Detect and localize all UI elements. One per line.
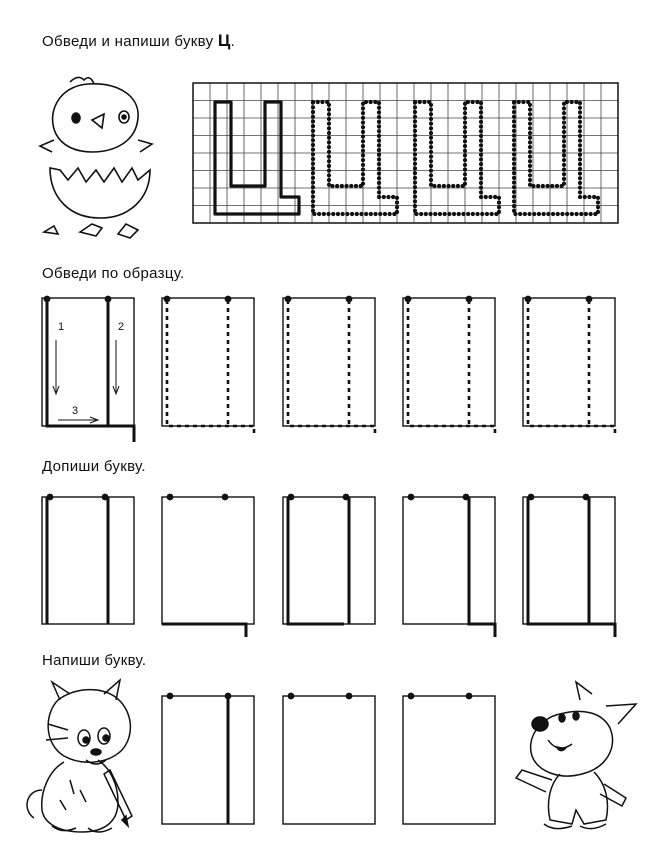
start-dot: [586, 296, 593, 303]
task4-heading: Напиши букву.: [42, 652, 147, 669]
task1-letter-row: [215, 102, 598, 214]
start-dot: [528, 494, 535, 501]
complete-box: [283, 494, 375, 624]
dotted-letter-stroke: [528, 300, 615, 436]
partial-letter-stroke: [469, 497, 495, 637]
dotted-letter-stroke: [288, 300, 375, 436]
letter-dotted-trace: [415, 102, 499, 214]
letter-dotted-trace: [514, 102, 598, 214]
stroke-order-hints: [53, 321, 124, 423]
start-dot: [225, 693, 232, 700]
complete-box: [162, 494, 254, 637]
writing-frame: [403, 696, 495, 824]
dotted-letter-stroke: [408, 300, 495, 436]
write-box: [283, 693, 375, 824]
task1-letter: Ц: [217, 31, 231, 50]
start-dot: [408, 494, 415, 501]
complete-box: [403, 494, 495, 637]
partial-letter-stroke: [528, 497, 615, 637]
trace-box: [283, 296, 375, 436]
partial-letter-stroke: [288, 497, 344, 624]
writing-frame: [283, 497, 375, 624]
writing-frame: [283, 696, 375, 824]
writing-frame: [523, 497, 615, 624]
trace-box: [523, 296, 615, 436]
complete-box: [523, 494, 615, 637]
dotted-letter-stroke: [167, 300, 254, 436]
start-dot: [222, 494, 229, 501]
start-dot: [466, 296, 473, 303]
start-dot: [463, 494, 470, 501]
grid-lines: [193, 83, 618, 223]
kitten-with-pencil-illustration: [27, 680, 132, 832]
start-dot: [405, 296, 412, 303]
start-dot: [167, 494, 174, 501]
start-dot: [167, 693, 174, 700]
puppy-illustration: [516, 682, 636, 829]
write-box: [403, 693, 495, 824]
start-dot: [105, 296, 112, 303]
stroke-number-2: 2: [118, 321, 125, 333]
start-dot: [346, 296, 353, 303]
writing-frame: [283, 298, 375, 426]
start-dot: [343, 494, 350, 501]
trace-box: [403, 296, 495, 436]
start-dot: [44, 296, 51, 303]
letter-sample-solid: [215, 102, 299, 214]
start-dot: [525, 296, 532, 303]
task3-heading: Допиши букву.: [42, 458, 146, 475]
write-box: [162, 693, 254, 824]
task1-suffix: .: [230, 33, 236, 50]
start-dot: [225, 296, 232, 303]
stroke-number-1: 1: [58, 321, 65, 333]
partial-letter-stroke: [162, 624, 246, 637]
start-dot: [47, 494, 54, 501]
start-dot: [346, 693, 353, 700]
task3-row: [42, 494, 615, 637]
task1-label: Обведи и напиши букву: [42, 33, 214, 50]
writing-frame: [523, 298, 615, 426]
start-dot: [288, 693, 295, 700]
stroke-number-3: 3: [72, 405, 79, 417]
start-dot: [288, 494, 295, 501]
start-dot: [583, 494, 590, 501]
task4-row: [162, 693, 495, 824]
complete-box: [42, 494, 134, 624]
trace-box: [162, 296, 254, 436]
task2-heading: Обведи по образцу.: [42, 265, 185, 282]
letter-dotted-trace: [313, 102, 397, 214]
writing-frame: [162, 298, 254, 426]
writing-frame: [162, 497, 254, 624]
start-dot: [102, 494, 109, 501]
writing-frame: [162, 696, 254, 824]
start-dot: [285, 296, 292, 303]
writing-frame: [403, 497, 495, 624]
writing-frame: [403, 298, 495, 426]
task1-grid: [193, 83, 618, 223]
start-dot: [408, 693, 415, 700]
writing-frame: [42, 497, 134, 624]
start-dot: [164, 296, 171, 303]
start-dot: [466, 693, 473, 700]
chick-in-egg-illustration: [40, 77, 152, 238]
task2-row: [42, 296, 615, 442]
